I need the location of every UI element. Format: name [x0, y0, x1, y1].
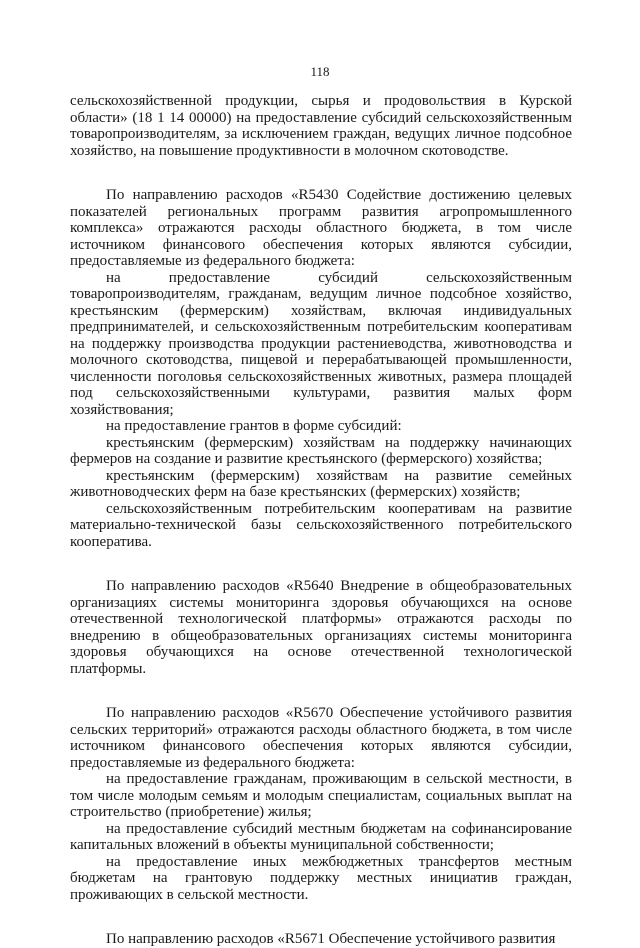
- paragraph-r5670-intro: По направлению расходов «R5670 Обеспечение устойчивого развития сельских территорий» отражаются расходы областного бюджета, в том числе источником финансового обеспечения которых являются субсидии, предоставляемые из федерального бюджета:: [70, 705, 572, 771]
- spacer: [70, 550, 572, 578]
- paragraph-continuation: сельскохозяйственной продукции, сырья и продовольствия в Курской области» (18 1 14 00000) на предоставление субсидий сельскохозяйственным товаропроизводителям, за исключением граждан, ведущих личное подсобное хозяйство, на повышение продуктивности в молочном скотоводстве.: [70, 93, 572, 159]
- paragraph-r5671-start: По направлению расходов «R5671 Обеспечение устойчивого развития: [106, 931, 556, 947]
- paragraph-r5430-subsidies: на предоставление субсидий сельскохозяйственным товаропроизводителям, гражданам, ведущим личное подсобное хозяйство, крестьянским (фермерским) хозяйствам, включая индивидуальных предпринимателей, и сельскохозяйственным потребительским кооперативам на поддержку производства продукции растениеводства, животноводства и молочного скотоводства, пищевой и перерабатывающей промышленности, численности поголовья сельскохозяйственных животных, размера площадей под сельскохозяйственными культурами, развития малых форм хозяйствования;: [70, 269, 572, 418]
- paragraph-r5670-initiatives: на предоставление иных межбюджетных трансфертов местным бюджетам на грантовую поддержку местных инициатив граждан, проживающих в сельской местности.: [70, 853, 572, 903]
- paragraph-r5430-grants: на предоставление грантов в форме субсидий:: [106, 418, 402, 434]
- paragraph-r5430-grant-cooperatives: сельскохозяйственным потребительским кооперативам на развитие материально-технической базы сельскохозяйственного потребительского кооператива.: [70, 500, 572, 550]
- paragraph-r5430-grant-family-farms: крестьянским (фермерским) хозяйствам на развитие семейных животноводческих ферм на базе крестьянских (фермерских) хозяйств;: [70, 467, 572, 500]
- spacer: [70, 903, 572, 931]
- paragraph-r5670-capital: на предоставление субсидий местным бюджетам на софинансирование капитальных вложений в объекты муниципальной собственности;: [70, 820, 572, 853]
- spacer: [70, 159, 572, 187]
- paragraph-r5430-grant-farmers-start: крестьянским (фермерским) хозяйствам на поддержку начинающих фермеров на создание и развитие крестьянского (фермерского) хозяйства;: [70, 434, 572, 467]
- page-number: 118: [310, 64, 330, 79]
- document-body: [70, 93, 572, 948]
- paragraph-r5430-intro: По направлению расходов «R5430 Содействие достижению целевых показателей региональных программ развития агропромышленного комплекса» отражаются расходы областного бюджета, в том числе источником финансового обеспечения которых являются субсидии, предоставляемые из федерального бюджета:: [70, 187, 572, 269]
- spacer: [70, 677, 572, 705]
- paragraph-r5640: По направлению расходов «R5640 Внедрение в общеобразовательных организациях системы мониторинга здоровья обучающихся на основе отечественной технологической платформы» отражаются расходы по внедрению в общеобразовательных организациях системы мониторинга здоровья обучающихся на основе отечественной технологической платформы.: [70, 578, 572, 677]
- paragraph-r5670-housing: на предоставление гражданам, проживающим в сельской местности, в том числе молодым семьям и молодым специалистам, социальных выплат на строительство (приобретение) жилья;: [70, 771, 572, 820]
